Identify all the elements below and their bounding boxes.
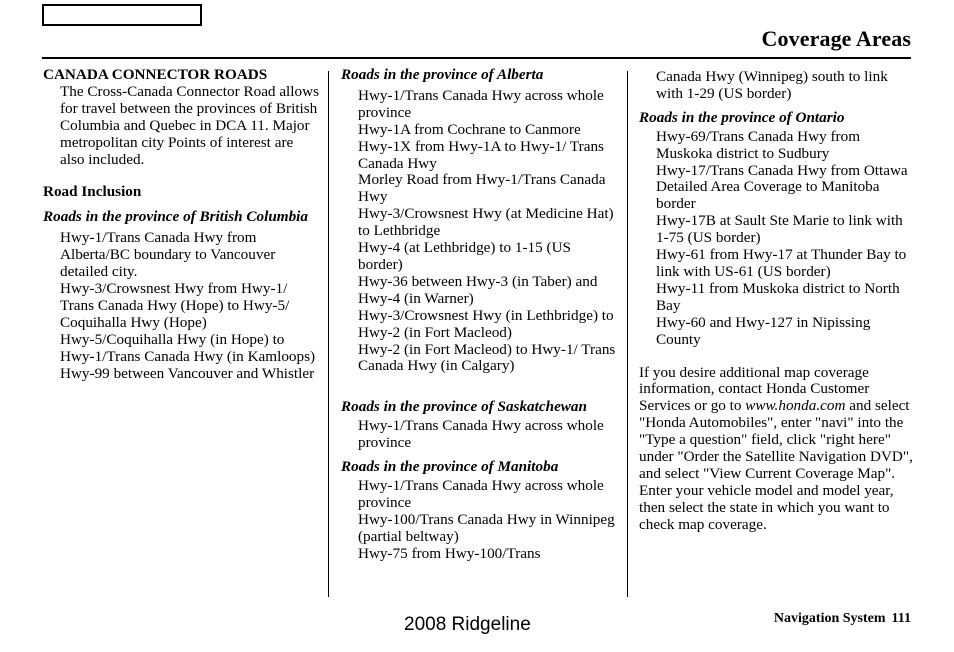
subheading-manitoba: Roads in the province of Manitoba: [341, 458, 559, 476]
road-inclusion-heading: Road Inclusion: [43, 183, 142, 201]
column-3: [639, 69, 915, 534]
list-item: Hwy-61 from Hwy-17 at Thunder Bay to link with US-61 (US border): [656, 246, 907, 280]
list-item: Hwy-5/Coquihalla Hwy (in Hope) to Hwy-1/Trans Canada Hwy (in Kamloops): [60, 330, 316, 365]
list-saskatchewan: [341, 418, 619, 452]
column-divider-2: [627, 71, 628, 597]
footer-section-label: Navigation System: [773, 611, 886, 626]
list-item: Hwy-2 (in Fort Macleod) to Hwy-1/ Trans Canada Hwy (in Calgary): [358, 340, 616, 375]
page-number: 111: [891, 611, 911, 626]
subheading-british-columbia: Roads in the province of British Columbia: [43, 208, 308, 226]
list-item: Hwy-69/Trans Canada Hwy from Muskoka district to Sudbury: [656, 127, 861, 162]
footer-section: [774, 611, 911, 627]
column-2: [341, 67, 619, 562]
page-title: Coverage Areas: [761, 26, 911, 51]
footer-model: 2008 Ridgeline: [404, 614, 531, 635]
list-item: Hwy-3/Crowsnest Hwy (in Lethbridge) to Hwy-2 (in Fort Macleod): [358, 306, 614, 341]
manitoba-continued-item: Canada Hwy (Winnipeg) south to link with 1-29 (US border): [656, 68, 888, 102]
list-item: Morley Road from Hwy-1/Trans Canada Hwy: [358, 171, 606, 206]
header-tab-box: [42, 4, 202, 26]
list-item: Hwy-1X from Hwy-1A to Hwy-1/ Trans Canada Hwy: [358, 137, 604, 172]
list-item: Hwy-1/Trans Canada Hwy across whole province: [358, 86, 604, 121]
list-item: Hwy-17B at Sault Ste Marie to link with 1-75 (US border): [656, 212, 903, 247]
list-item: Hwy-1/Trans Canada Hwy across whole province: [358, 476, 604, 511]
list-item: Hwy-3/Crowsnest Hwy from Hwy-1/ Trans Canada Hwy (Hope) to Hwy-5/ Coquihalla Hwy (Hope): [60, 279, 290, 331]
list-item: Hwy-1/Trans Canada Hwy from Alberta/BC boundary to Vancouver detailed city.: [60, 229, 276, 281]
title-divider: [42, 57, 911, 59]
list-ontario: [639, 129, 915, 349]
contact-text-after: and select "Honda Automobiles", enter "navi" into the "Type a question" field, click "right here" under "Order the Satellite Navigation DVD", and select "View Current Coverage Map". Enter your vehicle model and model year, then select the state in which you want to check map coverage.: [639, 397, 913, 533]
list-item: Hwy-99 between Vancouver and Whistler: [60, 364, 315, 382]
intro-paragraph: The Cross-Canada Connector Road allows for travel between the provinces of British Columbia and Quebec in DCA 11. Major metropolitan city Points of interest are also included.: [60, 82, 319, 168]
column-divider-1: [328, 71, 329, 597]
list-item: Hwy-36 between Hwy-3 (in Taber) and Hwy-4 (in Warner): [358, 272, 598, 307]
subheading-saskatchewan: Roads in the province of Saskatchewan: [341, 398, 587, 416]
list-item: Hwy-60 and Hwy-127 in Nipissing County: [656, 313, 871, 348]
list-alberta: [341, 88, 619, 375]
list-item: Hwy-3/Crowsnest Hwy (at Medicine Hat) to Lethbridge: [358, 205, 614, 240]
list-item: Hwy-75 from Hwy-100/Trans: [358, 544, 541, 562]
list-item: Hwy-17/Trans Canada Hwy from Ottawa Detailed Area Coverage to Manitoba border: [656, 161, 908, 213]
column-1: [43, 67, 321, 382]
list-manitoba: [341, 478, 619, 563]
subheading-alberta: Roads in the province of Alberta: [341, 66, 544, 83]
section-heading-canada-connector: CANADA CONNECTOR ROADS: [43, 66, 268, 83]
list-item: Hwy-1/Trans Canada Hwy across whole province: [358, 417, 604, 452]
list-item: Hwy-11 from Muskoka district to North Bay: [656, 279, 900, 314]
list-item: Hwy-4 (at Lethbridge) to 1-15 (US border): [358, 239, 571, 273]
contact-paragraph: [639, 365, 915, 534]
honda-website-link[interactable]: www.honda.com: [745, 397, 846, 415]
contact-text-before: If you desire additional map coverage information, contact Honda Customer Services or go to: [639, 363, 870, 415]
list-item: Hwy-1A from Cochrane to Canmore: [358, 120, 581, 138]
list-british-columbia: [43, 230, 321, 382]
list-item: Hwy-100/Trans Canada Hwy in Winnipeg (partial beltway): [358, 510, 615, 545]
subheading-ontario: Roads in the province of Ontario: [639, 108, 845, 126]
